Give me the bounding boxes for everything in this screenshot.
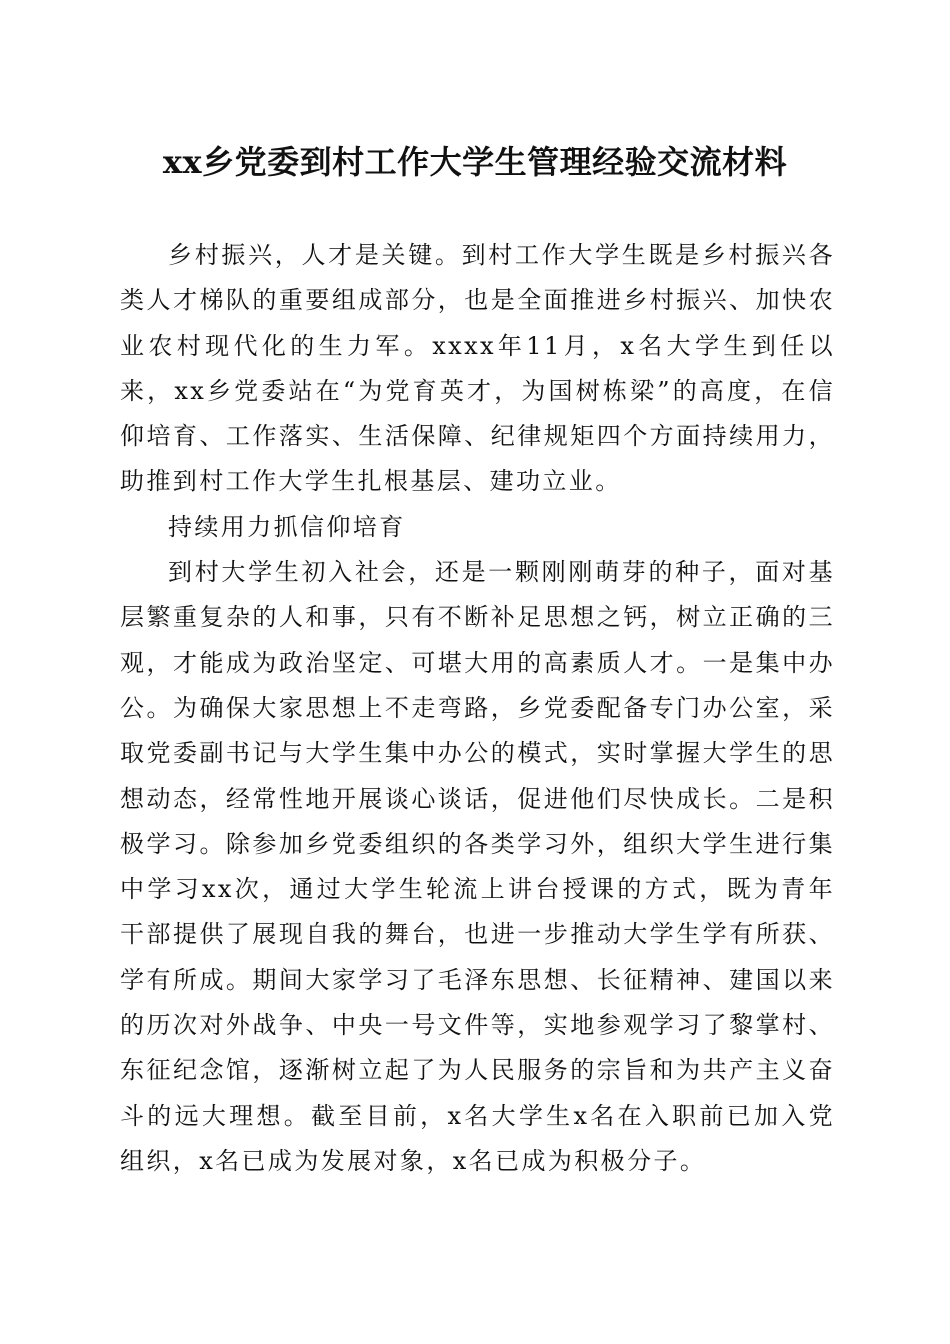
section-heading: 持续用力抓信仰培育	[168, 512, 406, 541]
document-body	[120, 233, 835, 1184]
document-title: xx乡党委到村工作大学生管理经验交流材料	[162, 143, 788, 181]
intro-paragraph: 乡村振兴，人才是关键。到村工作大学生既是乡村振兴各类人才梯队的重要组成部分，也是全面推进乡村振兴、加快农业农村现代化的生力军。xxxx年11月，x名大学生到任以来，xx乡党委站在“为党育英才，为国树栋梁”的高度，在信仰培育、工作落实、生活保障、纪律规矩四个方面持续用力，助推到村工作大学生扎根基层、建功立业。	[120, 241, 835, 496]
body-paragraph: 到村大学生初入社会，还是一颗刚刚萌芽的种子，面对基层繁重复杂的人和事，只有不断补足思想之钙，树立正确的三观，才能成为政治坚定、可堪大用的高素质人才。一是集中办公。为确保大家思想上不走弯路，乡党委配备专门办公室，采取党委副书记与大学生集中办公的模式，实时掌握大学生的思想动态，经常性地开展谈心谈话，促进他们尽快成长。二是积极学习。除参加乡党委组织的各类学习外，组织大学生进行集中学习xx次，通过大学生轮流上讲台授课的方式，既为青年干部提供了展现自我的舞台，也进一步推动大学生学有所获、学有所成。期间大家学习了毛泽东思想、长征精神、建国以来的历次对外战争、中央一号文件等，实地参观学习了黎掌村、东征纪念馆，逐渐树立起了为人民服务的宗旨和为共产主义奋斗的远大理想。截至目前，x名大学生x名在入职前已加入党组织，x名已成为发展对象，x名已成为积极分子。	[120, 558, 835, 1175]
